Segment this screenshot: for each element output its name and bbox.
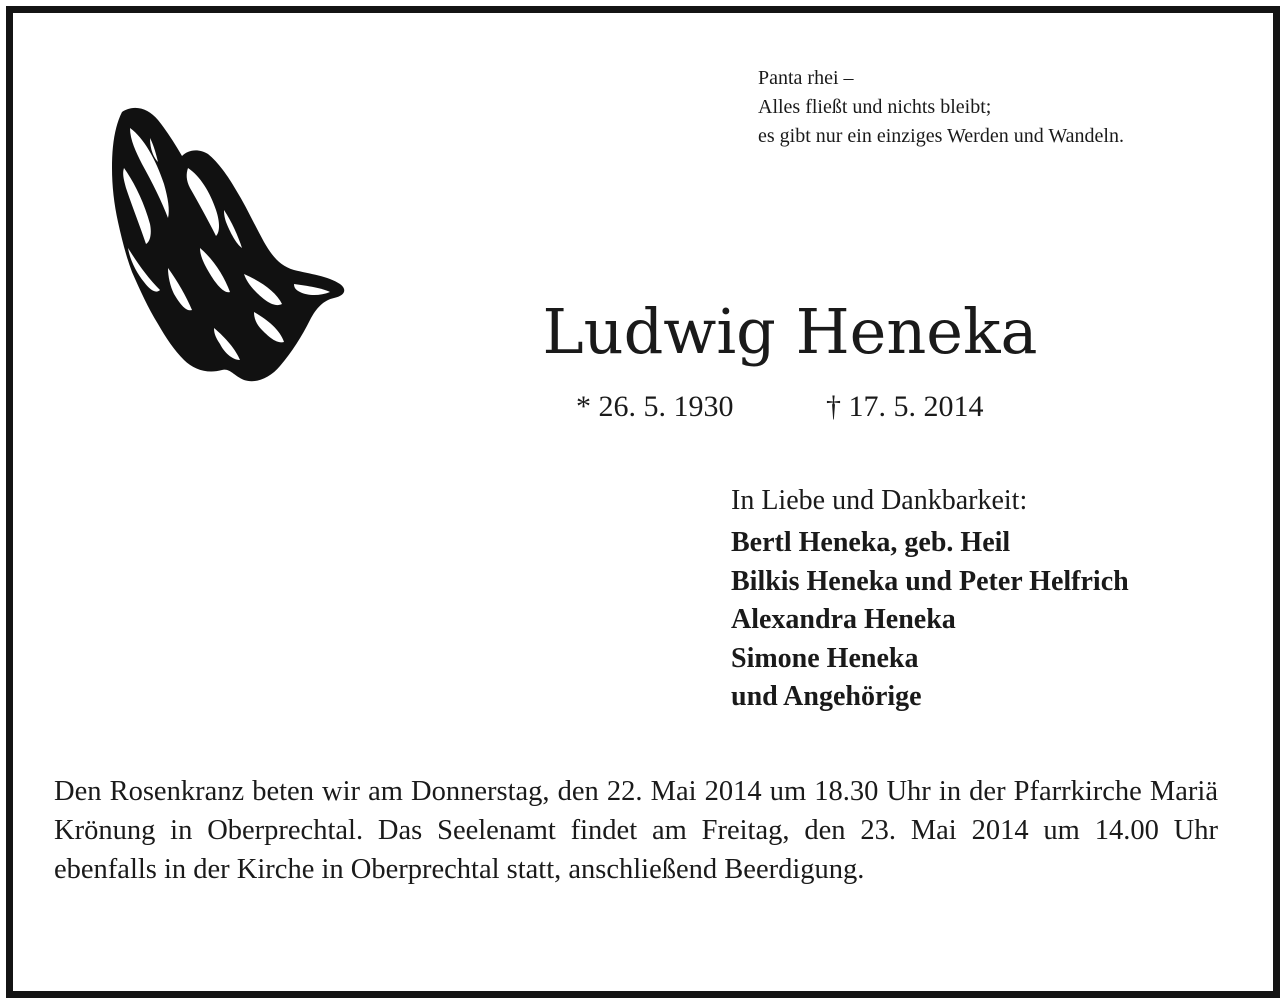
- mourner-name: und Angehörige: [731, 681, 922, 712]
- mourner-name: Simone Heneka: [731, 642, 919, 674]
- praying-hands-icon: [104, 98, 354, 388]
- mourner-name: Alexandra Heneka: [731, 604, 956, 635]
- deceased-name: Ludwig Heneka: [542, 295, 1038, 368]
- death-date: † 17. 5. 2014: [826, 390, 984, 423]
- service-notice: Den Rosenkranz beten wir am Donnerstag, den 22. Mai 2014 um 18.30 Uhr in der Pfarrkirche Mariä Krönung in Oberprechtal. Das Seelenamt findet am Freitag, den 23. Mai 2014 um 14.00 Uhr ebenfalls in der Kirche in Oberprechtal statt, anschließend Beerdigung.: [54, 776, 1218, 885]
- mourners-block: [731, 482, 1251, 717]
- epigraph-quote: [758, 64, 1238, 151]
- quote-line: es gibt nur ein einziges Werden und Wandeln.: [758, 125, 1124, 147]
- mourners-intro: In Liebe und Dankbarkeit:: [731, 485, 1028, 516]
- mourner-name: Bilkis Heneka und Peter Helfrich: [731, 565, 1129, 597]
- quote-line: Panta rhei –: [758, 67, 854, 89]
- mourner-name: Bertl Heneka, geb. Heil: [731, 527, 1011, 558]
- birth-date: * 26. 5. 1930: [576, 390, 734, 423]
- quote-line: Alles fließt und nichts bleibt;: [758, 96, 992, 118]
